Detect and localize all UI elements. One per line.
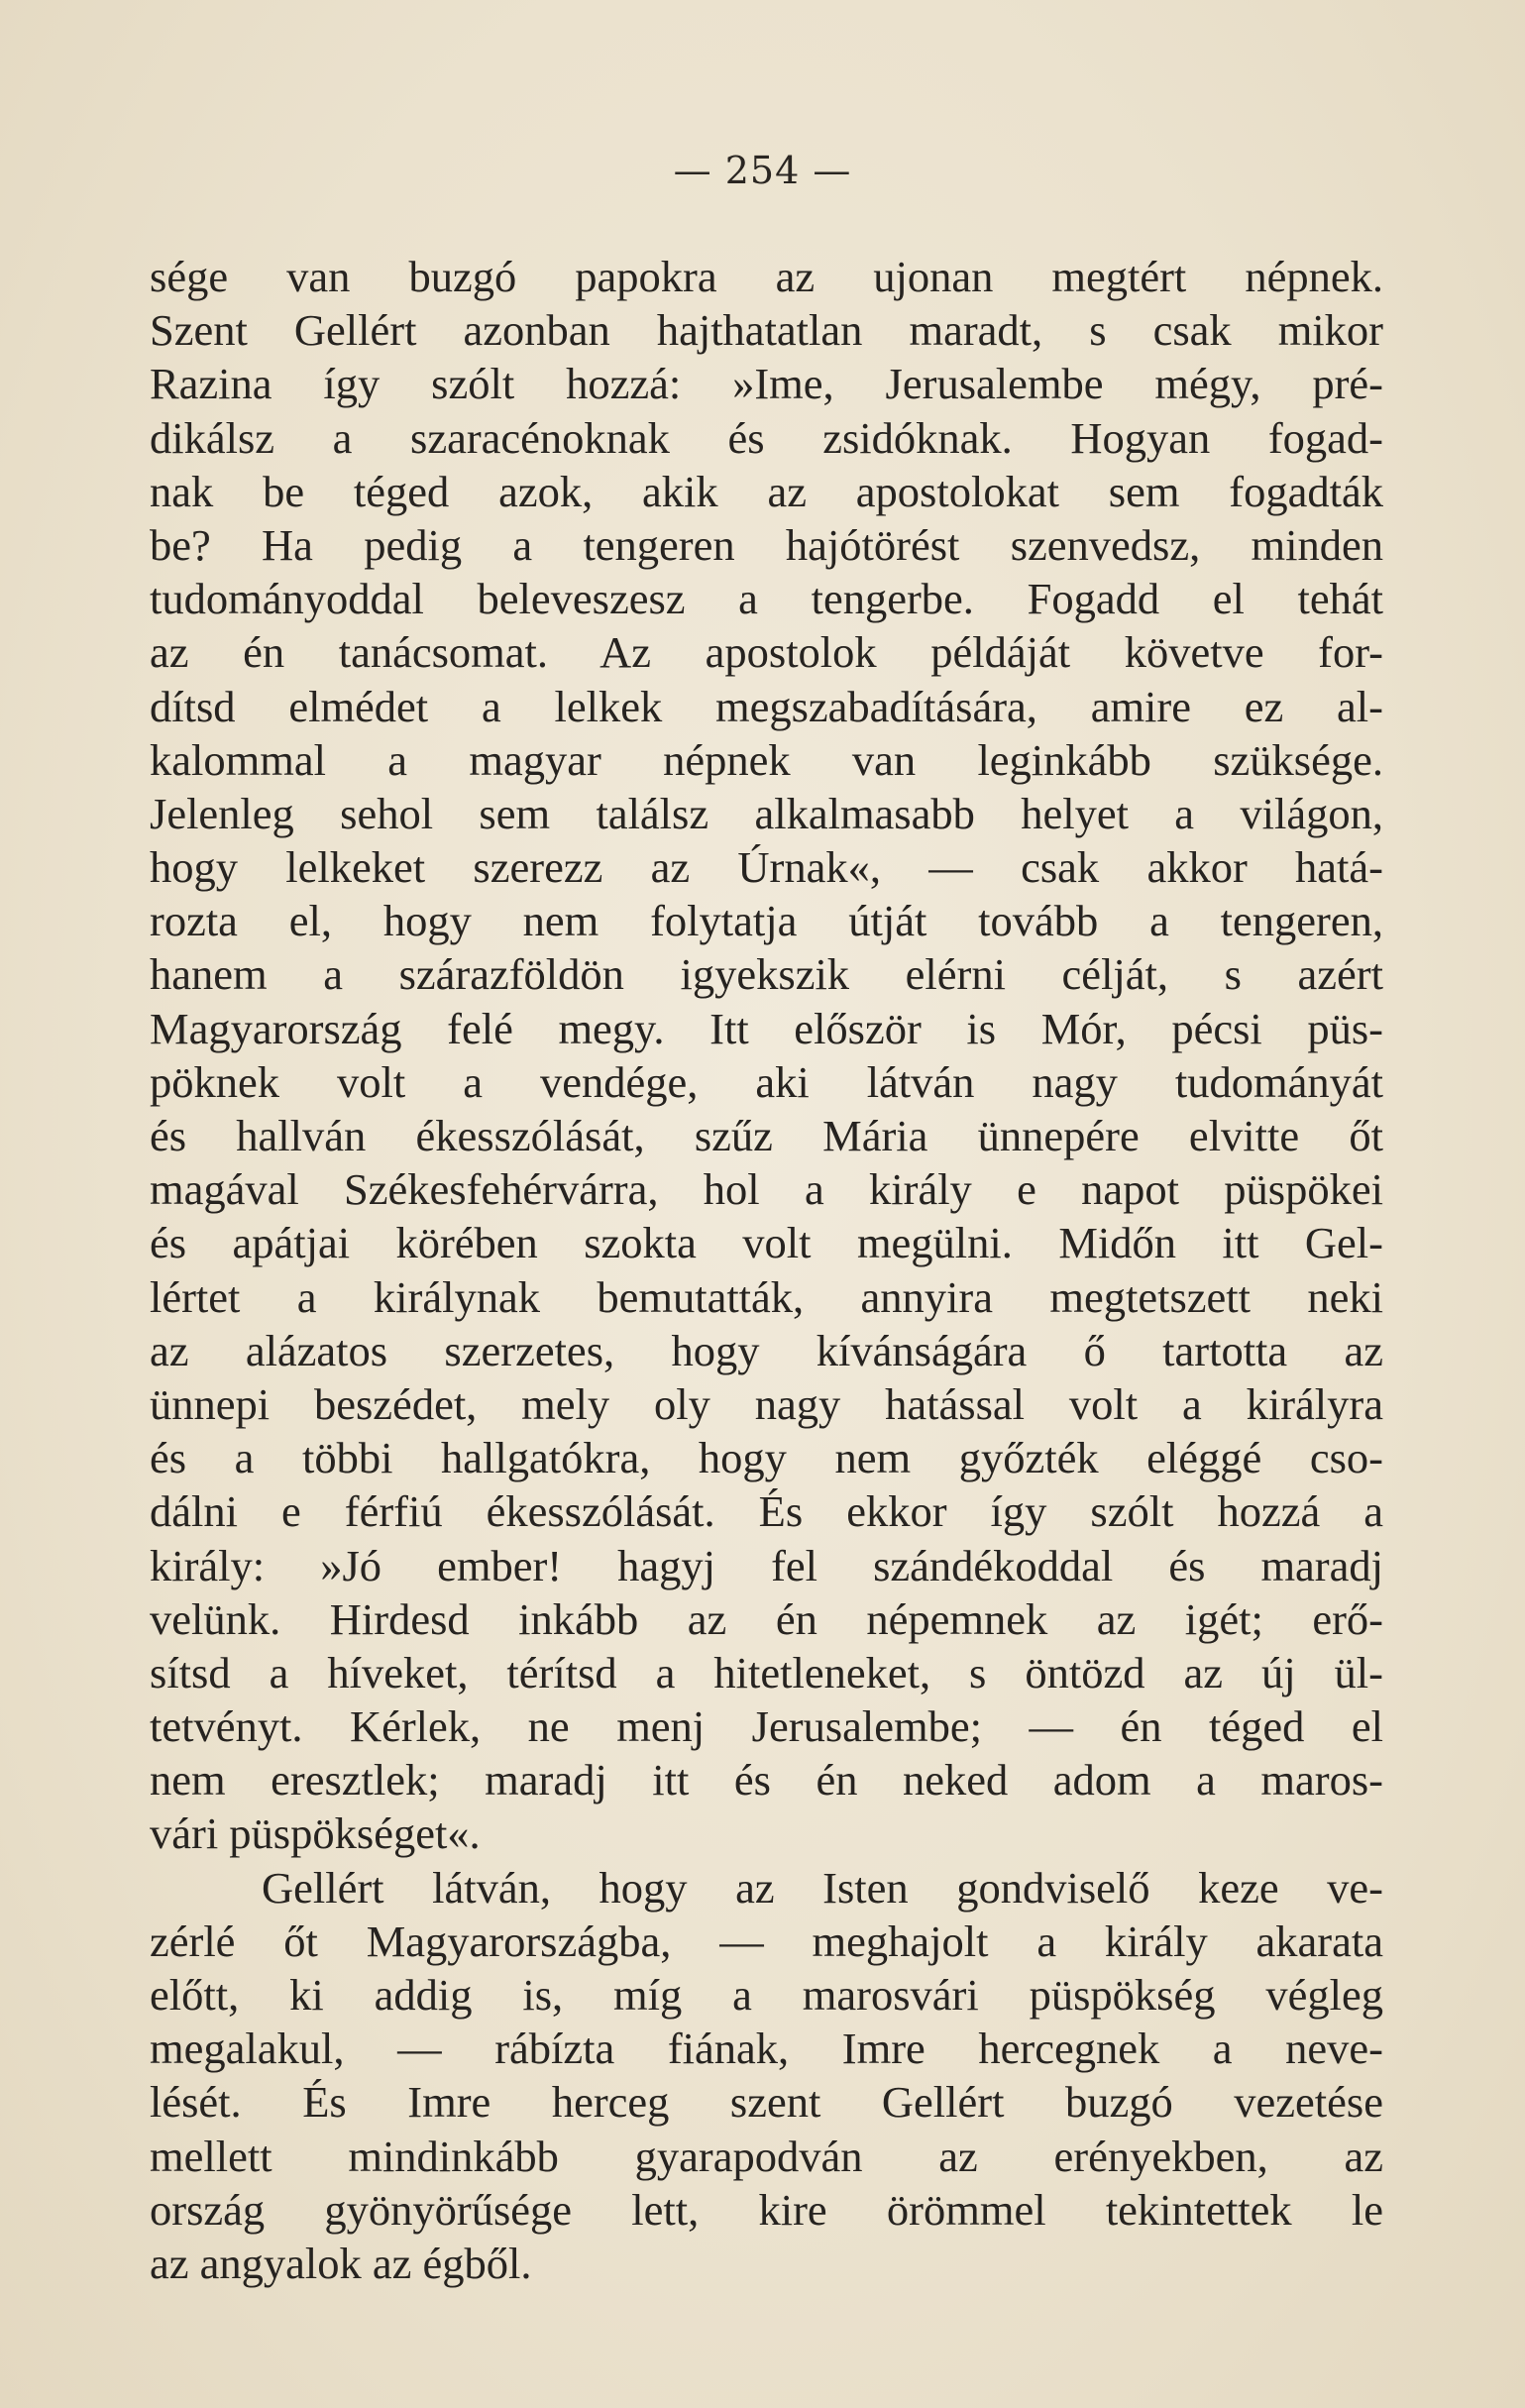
page-number: — 254 — xyxy=(673,149,852,192)
text-line: előtt, ki addig is, míg a marosvári püspökség végleg xyxy=(150,1970,1383,2020)
text-line: pöknek volt a vendége, aki látván nagy tudományát xyxy=(150,1056,1383,1107)
text-line: Jelenleg sehol sem találsz alkalmasabb helyet a világon, xyxy=(150,788,1383,838)
text-line: Razina így szólt hozzá: »Ime, Jerusalembe mégy, pré- xyxy=(150,359,1383,409)
text-line: dálni e férfiú ékesszólását. És ekkor így szólt hozzá a xyxy=(150,1486,1383,1537)
text-line: Gellért látván, hogy az Isten gondviselő keze ve- xyxy=(262,1862,1383,1913)
text-line: ünnepi beszédet, mely oly nagy hatással volt a királyra xyxy=(150,1378,1383,1429)
text-line: az alázatos szerzetes, hogy kívánságára ő tartotta az xyxy=(150,1325,1383,1375)
text-line: vári püspökséget«. xyxy=(150,1808,481,1859)
text-line: nak be téged azok, akik az apostolokat sem fogadták xyxy=(150,466,1383,516)
text-line: lését. És Imre herceg szent Gellért buzgó vezetése xyxy=(150,2077,1383,2128)
text-line: Szent Gellért azonban hajthatatlan maradt, s csak mikor xyxy=(150,305,1383,356)
text-line: dítsd elmédet a lelkek megszabadítására, amire ez al- xyxy=(150,681,1383,731)
text-line: mellett mindinkább gyarapodván az erényekben, az xyxy=(150,2131,1383,2181)
text-line: és apátjai körében szokta volt megülni. Midőn itt Gel- xyxy=(150,1218,1383,1268)
text-line: rozta el, hogy nem folytatja útját tovább a tengeren, xyxy=(150,896,1383,946)
text-line: dikálsz a szaracénoknak és zsidóknak. Hogyan fogad- xyxy=(150,412,1383,463)
text-line: nem eresztlek; maradj itt és én neked adom a maros- xyxy=(150,1755,1383,1806)
body-text xyxy=(150,250,1383,2290)
text-line: lértet a királynak bemutatták, annyira megtetszett neki xyxy=(150,1271,1383,1322)
text-line: tudományoddal beleveszesz a tengerbe. Fogadd el tehát xyxy=(150,574,1383,624)
text-line: velünk. Hirdesd inkább az én népemnek az igét; erő- xyxy=(150,1593,1383,1644)
text-line: magával Székesfehérvárra, hol a király e napot püspökei xyxy=(150,1164,1383,1215)
text-line: Magyarország felé megy. Itt először is Mór, pécsi püs- xyxy=(150,1003,1383,1053)
text-line: megalakul, — rábízta fiának, Imre hercegnek a neve- xyxy=(150,2024,1383,2074)
text-line: be? Ha pedig a tengeren hajótörést szenvedsz, minden xyxy=(150,519,1383,570)
text-line: király: »Jó ember! hagyj fel szándékoddal és maradj xyxy=(150,1540,1383,1590)
text-line: hanem a szárazföldön igyekszik elérni célját, s azért xyxy=(150,949,1383,1000)
text-line: ország gyönyörűsége lett, kire örömmel tekintettek le xyxy=(150,2184,1383,2235)
text-line: sége van buzgó papokra az ujonan megtért népnek. xyxy=(150,252,1383,301)
text-line: az én tanácsomat. Az apostolok példáját követve for- xyxy=(150,627,1383,678)
text-line: tetvényt. Kérlek, ne menj Jerusalembe; — én téged el xyxy=(150,1701,1383,1752)
text-line: és a többi hallgatókra, hogy nem győzték eléggé cso- xyxy=(150,1433,1383,1483)
text-line: zérlé őt Magyarországba, — meghajolt a király akarata xyxy=(150,1915,1383,1966)
text-line: hogy lelkeket szerezz az Úrnak«, — csak akkor hatá- xyxy=(150,842,1383,893)
text-line: sítsd a híveket, térítsd a hitetleneket, s öntözd az új ül- xyxy=(150,1647,1383,1697)
text-line: az angyalok az égből. xyxy=(150,2238,532,2288)
text-line: és hallván ékesszólását, szűz Mária ünnepére elvitte őt xyxy=(150,1111,1383,1160)
text-line: kalommal a magyar népnek van leginkább szüksége. xyxy=(150,734,1383,785)
